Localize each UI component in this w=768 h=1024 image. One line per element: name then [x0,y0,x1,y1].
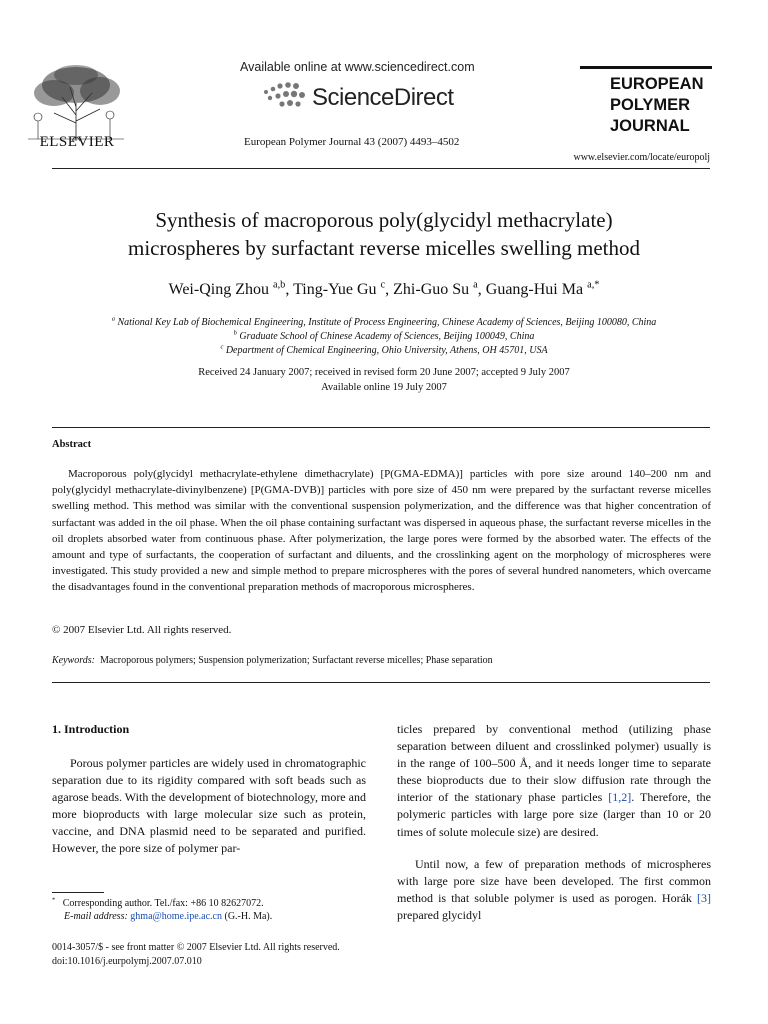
intro-paragraph-right-2 [397,856,711,924]
journal-url-link[interactable]: www.elsevier.com/locate/europolj [573,152,710,163]
author-affil-mark[interactable]: c [380,279,386,291]
journal-logo [580,66,712,151]
affiliation-mark: b [233,329,237,337]
footnote-corresponding [52,897,366,910]
affiliation-mark: a [111,315,115,323]
author-name[interactable]: Zhi-Guo Su [393,281,470,298]
abstract-body: Macroporous poly(glycidyl methacrylate-ethylene dimethacrylate) [P(GMA-EDMA)] particles with pore size around 140–200 nm and poly(glycidyl methacrylate-divinylbenzene) [P(GMA-DVB)] particles with pore size of 450 nm were prepared by the surfactant reverse micelles swelling method. This method was similar with the conventional suspension polymerization, and the difference was that higher concentration of surfactant was added in the oil phase. When the oil phase containing surfactant was dispersed in aqueous phase, the surfactant reverse micelles in the oil droplets absorbed water from continuous phase. After polymerization, the large pores were formed by the absorbed water. The effects of the amount and type of surfactants, the cooperation of surfactant and diluents, and the crosslinking agent on the morphology of microspheres were investigated. This study provided a new and simple method to prepare microspheres with the pores of several hundred nanometers, which overcame the disadvantages found in the conventional preparation methods of macroporous microspheres. [52,468,711,594]
publisher-name: ELSEVIER [39,134,115,150]
affiliation-text: Department of Chemical Engineering, Ohio University, Athens, OH 45701, USA [225,345,548,356]
paragraph-text: prepared glycidyl [397,908,482,923]
citation-link[interactable]: [1,2] [608,790,632,805]
abstract-copyright: © 2007 Elsevier Ltd. All rights reserved. [52,624,232,636]
abstract-heading: Abstract [52,439,92,450]
author-separator: , [285,281,294,298]
abstract-top-divider [52,427,710,428]
author-name[interactable]: Wei-Qing Zhou [168,281,269,298]
journal-citation: European Polymer Journal 43 (2007) 4493–4502 [244,136,460,148]
paragraph-text: . Therefore, the polymeric particles with large pore size (larger than 10 or 20 times of solute molecule size) are desired. [397,790,712,839]
keywords-label: Keywords: [52,655,95,666]
footnote-email [52,910,378,923]
footnote-text: Corresponding author. Tel./fax: +86 10 82627072. [62,898,264,909]
doi-line[interactable]: doi:10.1016/j.eurpolymj.2007.07.010 [52,956,202,967]
affiliation [40,317,728,328]
intro-paragraph-right-1 [397,721,711,841]
keywords-list: Macroporous polymers; Suspension polymerization; Surfactant reverse micelles; Phase separation [99,655,493,666]
keywords [52,655,493,666]
journal-name-line: POLYMER [610,96,691,114]
affiliation-text: National Key Lab of Biochemical Engineering, Institute of Process Engineering, Chinese Academy of Sciences, Beijing 100080, China [117,317,657,328]
author-separator: , [385,281,394,298]
paragraph-text: ticles prepared by conventional method (utilizing phase separation between diluent and crosslinked polymer) usually is in the range of 100–500 Å, and it needs longer time to separate these bioproducts due to their slow diffusion rate through the interior of the stationary phase particles [397,722,711,805]
available-online-text[interactable]: Available online at www.sciencedirect.com [240,60,475,74]
journal-name-line: JOURNAL [610,117,690,135]
title-line: microspheres by surfactant reverse micelles swelling method [128,236,640,260]
author-affil-mark[interactable]: a [473,279,478,291]
header-divider [52,168,710,169]
footnote-divider [52,892,104,893]
citation-link[interactable]: [3] [697,891,711,906]
article-title [40,206,728,262]
email-link[interactable]: ghma@home.ipe.ac.cn [130,911,222,922]
author-separator: , [477,281,486,298]
available-online-date: Available online 19 July 2007 [321,382,447,393]
issn-line: 0014-3057/$ - see front matter © 2007 Elsevier Ltd. All rights reserved. [52,942,340,953]
abstract-bottom-divider [52,682,710,683]
section-heading-introduction: 1. Introduction [52,722,130,736]
author-affil-mark[interactable]: a,b [272,279,286,291]
author-affil-mark[interactable]: a,* [587,279,600,291]
intro-paragraph-left: Porous polymer particles are widely used in chromatographic separation due to its rigidity compared with soft beads such as agarose beads. With the development of biotechnology, more and more bioproducts with large molecular size such as protein, vaccine, and DNA plasmid need to be separated and purified. However, the pore size of polymer par- [52,756,366,856]
author-name[interactable]: Guang-Hui Ma [485,281,584,298]
author-list [40,281,728,299]
journal-name-line: EUROPEAN [610,75,704,93]
author-name[interactable]: Ting-Yue Gu [293,281,377,298]
affiliation [40,331,728,342]
footnote-mark: * [52,896,56,904]
sciencedirect-dots-icon [262,80,306,110]
title-line: Synthesis of macroporous poly(glycidyl methacrylate) [155,208,613,232]
affiliation-mark: c [220,343,224,351]
paragraph-text: Until now, a few of preparation methods of microspheres with large pore size have been developed. The first common method is that soluble polymer is used as porogen. Horák [397,857,711,906]
affiliation [40,345,728,356]
email-suffix: (G.-H. Ma). [221,911,273,922]
affiliation-text: Graduate School of Chinese Academy of Sciences, Beijing 100049, China [239,331,535,342]
sciencedirect-logo: ScienceDirect [312,84,454,111]
email-label: E-mail address: [64,911,128,922]
received-dates: Received 24 January 2007; received in revised form 20 June 2007; accepted 9 July 2007 [198,367,570,378]
